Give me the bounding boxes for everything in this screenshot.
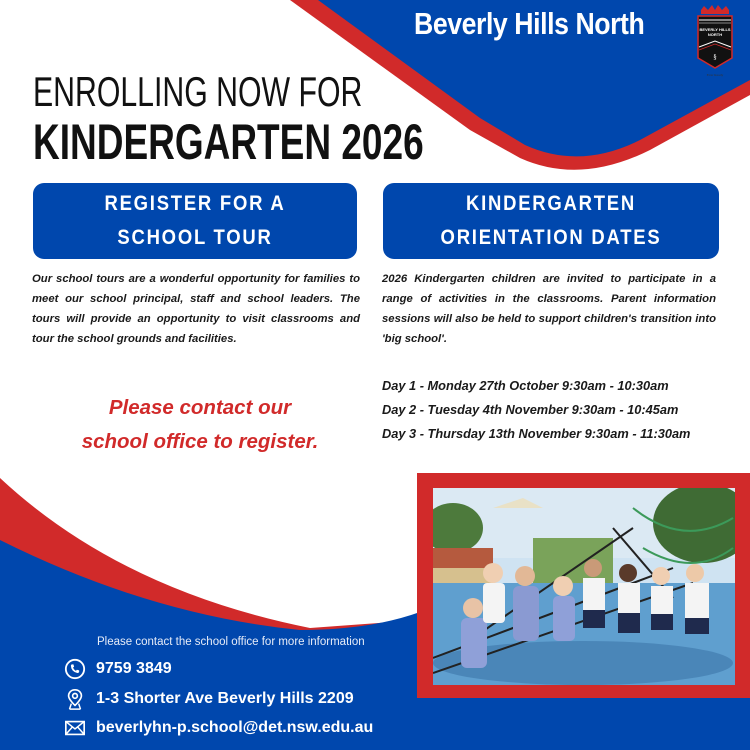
orientation-heading (383, 183, 719, 259)
school-tour-description: Our school tours are a wonderful opportunity for families to meet our school principal, staff and school leaders. The tours will provide an opportunity to visit classrooms and tour the school grounds and facilities. (32, 273, 360, 345)
cta-line2: school office to register. (81, 430, 319, 453)
contact-email[interactable] (64, 717, 373, 739)
orientation-heading-line1: KINDERGARTEN (465, 192, 636, 215)
orientation-description: 2026 Kindergarten children are invited to participate in a range of activities in the classrooms. Parent information sessions will also be held to support children's transition into 'big school'. (382, 273, 716, 345)
email-link[interactable]: beverlyhn-p.school@det.nsw.edu.au (96, 719, 374, 736)
location-pin-icon (64, 688, 86, 710)
register-call-to-action (30, 391, 370, 459)
photo-frame (417, 473, 750, 698)
contact-note: Please contact the school office for more information (97, 636, 365, 648)
school-tour-heading (33, 183, 357, 259)
orientation-day: Day 3 - Thursday 13th November 9:30am - 11:30am (382, 426, 691, 441)
contact-phone[interactable] (64, 658, 172, 680)
address-text: 1-3 Shorter Ave Beverly Hills 2209 (96, 690, 354, 707)
contact-address (64, 688, 354, 710)
svg-text:BEVERLY HILLS: BEVERLY HILLS (699, 27, 731, 32)
orientation-days-list (382, 374, 742, 446)
school-tour-heading-line2: SCHOOL TOUR (117, 226, 273, 249)
headline-enrolling: ENROLLING NOW FOR (33, 68, 363, 115)
school-name: Beverly Hills North (414, 6, 645, 41)
orientation-heading-line2: ORIENTATION DATES (440, 226, 662, 249)
svg-text:§: § (713, 53, 717, 61)
orientation-day: Day 2 - Tuesday 4th November 9:30am - 10:45am (382, 402, 679, 417)
students-photo (433, 488, 735, 685)
svg-text:Ever Ready: Ever Ready (706, 73, 724, 77)
bottom-blue-band (417, 690, 750, 750)
svg-text:NORTH: NORTH (707, 32, 723, 37)
school-crest-icon (690, 4, 740, 80)
school-tour-heading-line1: REGISTER FOR A (104, 192, 286, 215)
cta-line1: Please contact our (108, 396, 292, 419)
headline-kindergarten: KINDERGARTEN 2026 (33, 114, 424, 170)
phone-number[interactable]: 9759 3849 (96, 660, 172, 677)
envelope-icon (64, 717, 86, 739)
phone-icon (64, 658, 86, 680)
orientation-day: Day 1 - Monday 27th October 9:30am - 10:30am (382, 378, 669, 393)
